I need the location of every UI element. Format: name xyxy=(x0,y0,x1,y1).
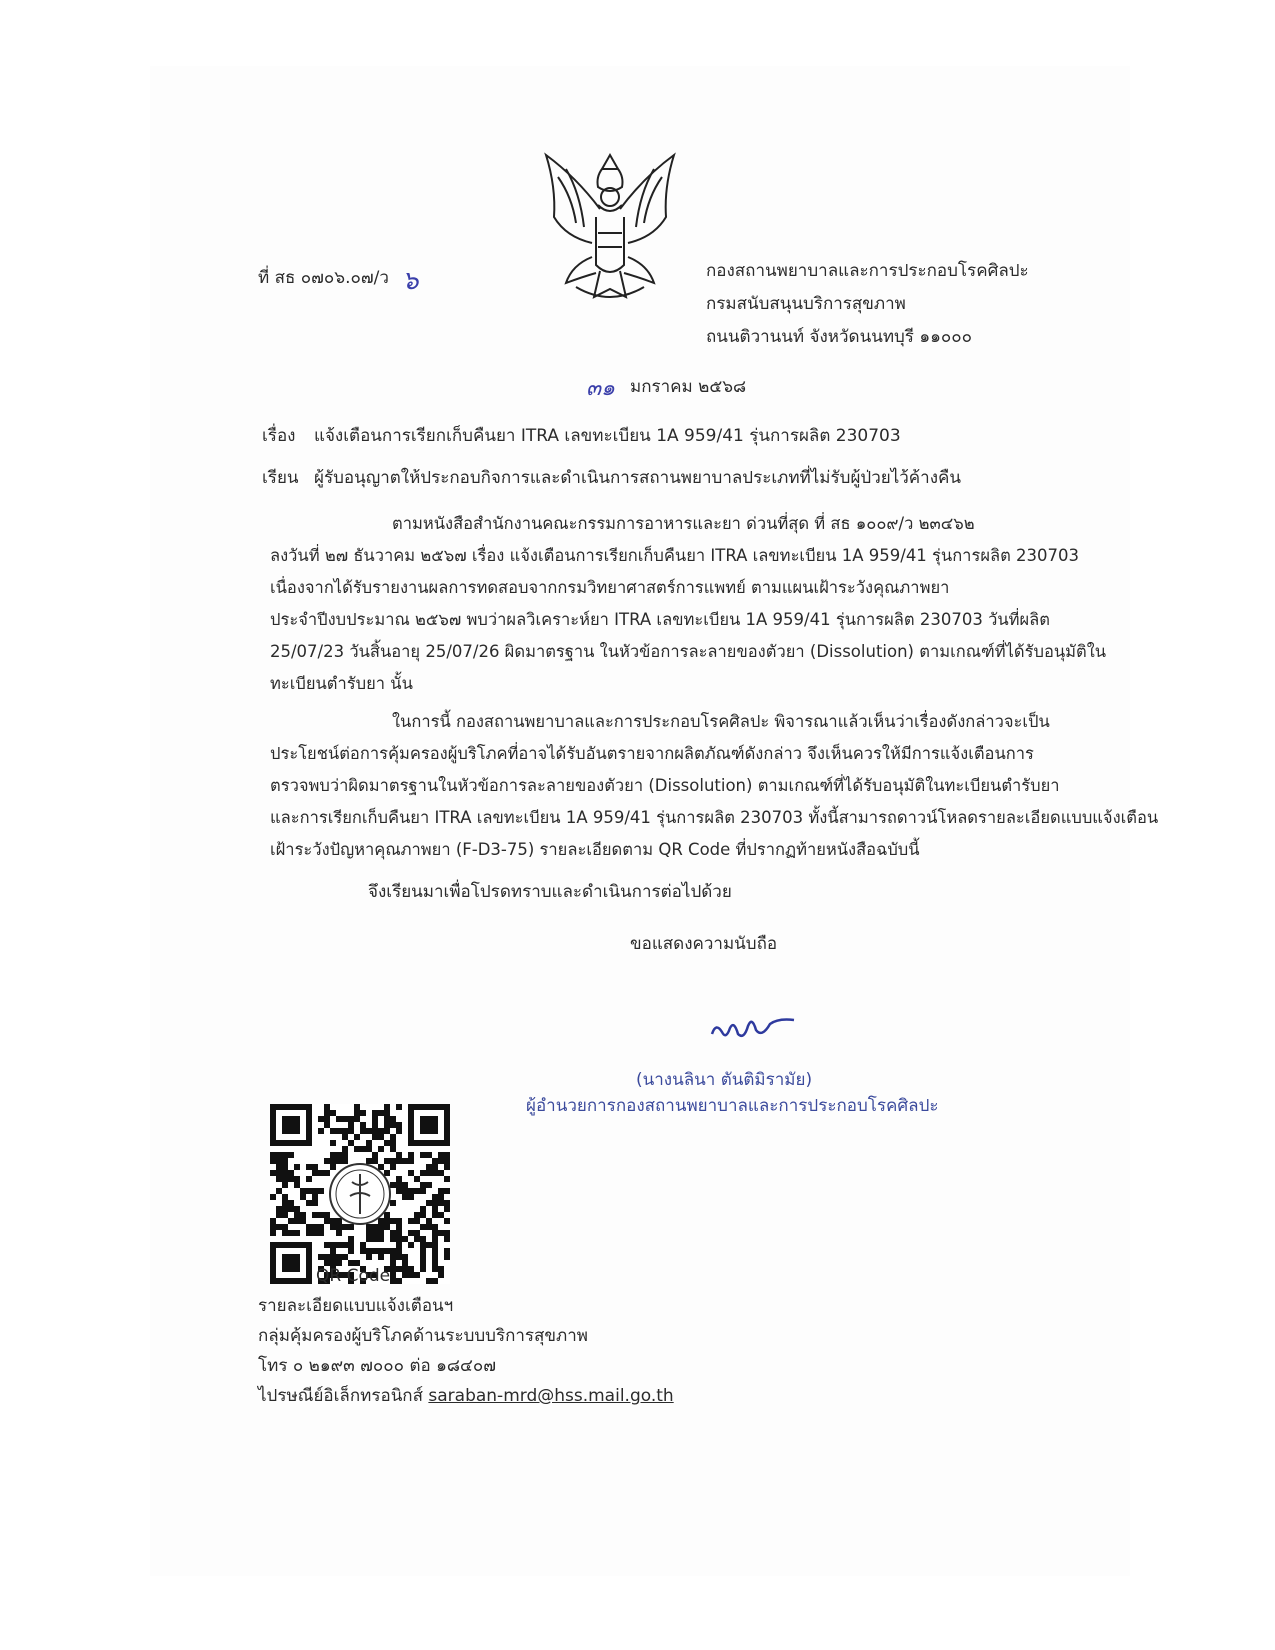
regards-text: ขอแสดงความนับถือ xyxy=(630,934,778,954)
garuda-emblem-icon xyxy=(536,147,684,307)
qr-caption: QR Code xyxy=(316,1266,391,1286)
footer-detail: รายละเอียดแบบแจ้งเตือนฯ xyxy=(258,1296,454,1316)
paragraph2-line: และการเรียกเก็บคืนยา ITRA เลขทะเบียน 1A 959/41 รุ่นการผลิต 230703 ทั้งนี้สามารถดาวน์โหลดรายละเอียดแบบแจ้งเตือน xyxy=(270,808,1159,827)
signatory-name: (นางนลินา ตันติมิรามัย) xyxy=(636,1070,813,1090)
paragraph1-line: ลงวันที่ ๒๗ ธันวาคม ๒๕๖๗ เรื่อง แจ้งเตือนการเรียกเก็บคืนยา ITRA เลขทะเบียน 1A 959/41 รุ่นการผลิต 230703 xyxy=(270,546,1080,565)
office-name: กองสถานพยาบาลและการประกอบโรคศิลปะ xyxy=(706,261,1029,281)
qr-code-icon xyxy=(270,1104,450,1284)
signature-icon xyxy=(708,1010,798,1046)
paragraph2-line: ตรวจพบว่าผิดมาตรฐานในหัวข้อการละลายของตัวยา (Dissolution) ตามเกณฑ์ที่ได้รับอนุมัติในทะเบียนตำรับยา xyxy=(270,776,1060,795)
office-department: กรมสนับสนุนบริการสุขภาพ xyxy=(706,294,906,314)
paragraph1-line: เนื่องจากได้รับรายงานผลการทดสอบจากกรมวิทยาศาสตร์การแพทย์ ตามแผนเฝ้าระวังคุณภาพยา xyxy=(270,578,950,597)
closing-sentence: จึงเรียนมาเพื่อโปรดทราบและดำเนินการต่อไปด้วย xyxy=(368,882,732,902)
paragraph2-line: ประโยชน์ต่อการคุ้มครองผู้บริโภคที่อาจได้รับอันตรายจากผลิตภัณฑ์ดังกล่าว จึงเห็นควรให้มีการแจ้งเตือนการ xyxy=(270,744,1034,763)
letter-date: มกราคม ๒๕๖๘ xyxy=(630,377,747,397)
subject-text: แจ้งเตือนการเรียกเก็บคืนยา ITRA เลขทะเบียน 1A 959/41 รุ่นการผลิต 230703 xyxy=(314,426,901,446)
paragraph1-line: ประจำปีงบประมาณ ๒๕๖๗ พบว่าผลวิเคราะห์ยา ITRA เลขทะเบียน 1A 959/41 รุ่นการผลิต 230703 วันที่ผลิต xyxy=(270,610,1050,629)
paragraph2-line: เฝ้าระวังปัญหาคุณภาพยา (F-D3-75) รายละเอียดตาม QR Code ที่ปรากฏท้ายหนังสือฉบับนี้ xyxy=(270,840,920,859)
date-day-handwritten: ๓๑ xyxy=(586,376,616,401)
addressee-text: ผู้รับอนุญาตให้ประกอบกิจการและดำเนินการสถานพยาบาลประเภทที่ไม่รับผู้ป่วยไว้ค้างคืน xyxy=(314,468,962,488)
subject-label: เรื่อง xyxy=(262,426,296,446)
footer-group: กลุ่มคุ้มครองผู้บริโภคด้านระบบบริการสุขภาพ xyxy=(258,1326,588,1346)
email-label: ไปรษณีย์อิเล็กทรอนิกส์ xyxy=(258,1386,423,1406)
email-link[interactable]: saraban-mrd@hss.mail.go.th xyxy=(428,1386,674,1406)
addressee-label: เรียน xyxy=(262,468,299,488)
reference-number: ที่ สธ ๐๗๐๖.๐๗/ว xyxy=(258,268,389,288)
footer-email-row xyxy=(258,1384,674,1408)
paragraph1-line: 25/07/23 วันสิ้นอายุ 25/07/26 ผิดมาตรฐาน ในหัวข้อการละลายของตัวยา (Dissolution) ตามเกณฑ์ที่ได้รับอนุมัติใน xyxy=(270,642,1107,661)
footer-phone: โทร ๐ ๒๑๙๓ ๗๐๐๐ ต่อ ๑๘๔๐๗ xyxy=(258,1356,497,1376)
signatory-position: ผู้อำนวยการกองสถานพยาบาลและการประกอบโรคศิลปะ xyxy=(526,1096,939,1116)
paragraph1-line: ตามหนังสือสำนักงานคณะกรรมการอาหารและยา ด่วนที่สุด ที่ สธ ๑๐๐๙/ว ๒๓๔๖๒ xyxy=(392,514,975,533)
paragraph2-line: ในการนี้ กองสถานพยาบาลและการประกอบโรคศิลปะ พิจารณาแล้วเห็นว่าเรื่องดังกล่าวจะเป็น xyxy=(392,712,1050,731)
reference-handwritten-number: ๖ xyxy=(402,266,419,296)
paragraph1-line: ทะเบียนตำรับยา นั้น xyxy=(270,674,413,693)
office-address: ถนนติวานนท์ จังหวัดนนทบุรี ๑๑๐๐๐ xyxy=(706,327,973,347)
